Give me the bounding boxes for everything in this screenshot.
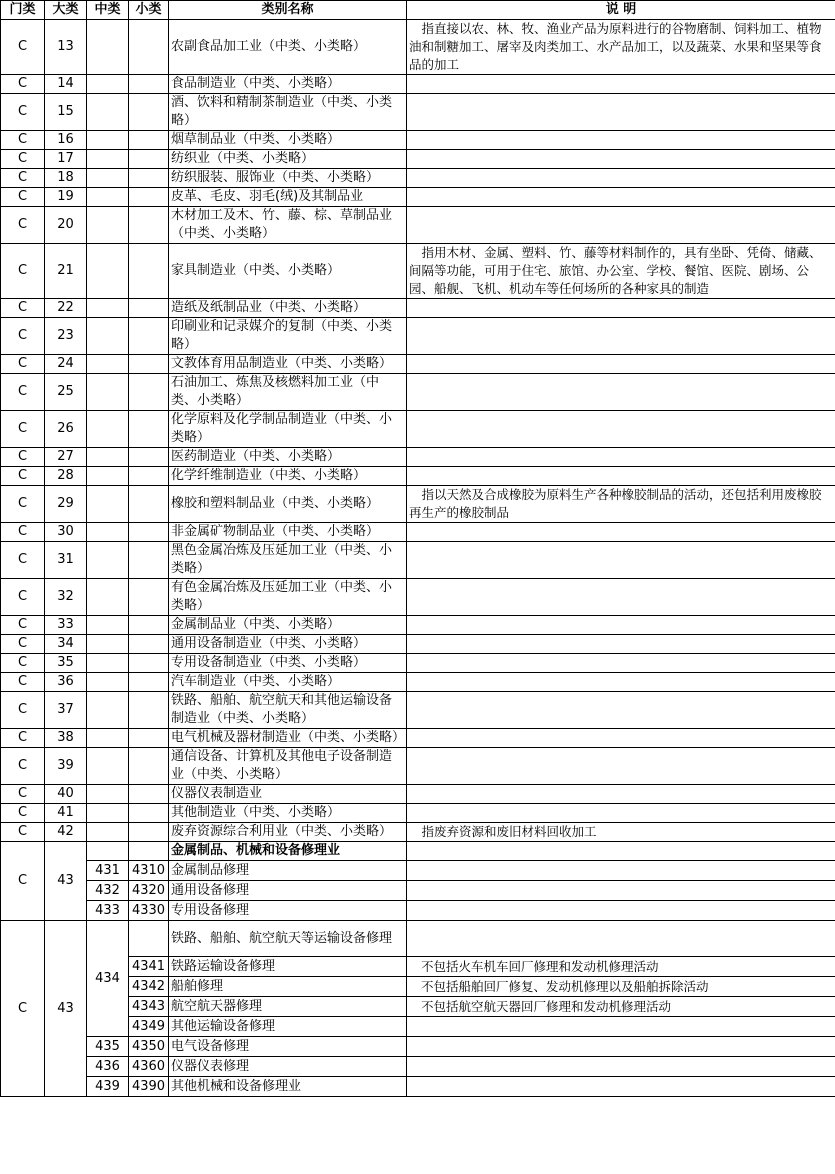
cell-zhong: 431 [87,861,129,881]
cell-xiao [129,318,169,355]
cell-name: 其他制造业（中类、小类略） [169,804,407,823]
cell-name: 酒、饮料和精制茶制造业（中类、小类略） [169,94,407,131]
table-row [1,374,835,411]
cell-zhong: 434 [87,921,129,1037]
cell-name: 食品制造业（中类、小类略） [169,75,407,94]
cell-zhong: 436 [87,1057,129,1077]
cell-desc [407,188,835,207]
cell-xiao [129,374,169,411]
cell-name: 铁路、船舶、航空航天等运输设备修理 [169,921,407,957]
table-row [1,318,835,355]
header-name: 类别名称 [169,1,407,20]
cell-xiao [129,299,169,318]
cell-desc [407,374,835,411]
cell-da: 39 [45,748,87,785]
cell-zhong [87,616,129,635]
cell-name: 纺织业（中类、小类略） [169,150,407,169]
table-row [1,673,835,692]
cell-da: 24 [45,355,87,374]
cell-da: 20 [45,207,87,244]
cell-xiao [129,635,169,654]
cell-name: 皮革、毛皮、羽毛(绒)及其制品业 [169,188,407,207]
cell-name: 烟草制品业（中类、小类略） [169,131,407,150]
cell-zhong [87,131,129,150]
cell-men: C [1,299,45,318]
cell-name: 金属制品修理 [169,861,407,881]
cell-xiao [129,542,169,579]
cell-desc [407,467,835,486]
cell-da: 13 [45,20,87,75]
cell-da: 38 [45,729,87,748]
cell-xiao: 4330 [129,901,169,921]
cell-desc: 不包括航空航天器回厂修理和发动机修理活动 [407,997,835,1017]
cell-da: 22 [45,299,87,318]
cell-name: 通信设备、计算机及其他电子设备制造业（中类、小类略） [169,748,407,785]
cell-zhong [87,635,129,654]
table-row [1,901,835,921]
cell-name: 印刷业和记录媒介的复制（中类、小类略） [169,318,407,355]
cell-xiao [129,188,169,207]
cell-name: 通用设备制造业（中类、小类略） [169,635,407,654]
cell-name: 黑色金属冶炼及压延加工业（中类、小类略） [169,542,407,579]
cell-zhong [87,673,129,692]
header-da: 大类 [45,1,87,20]
table-row [1,692,835,729]
cell-xiao [129,523,169,542]
cell-desc: 指直接以农、林、牧、渔业产品为原料进行的谷物磨制、饲料加工、植物油和制糖加工、屠宰及肉类加工、水产品加工，以及蔬菜、水果和坚果等食品的加工 [407,20,835,75]
table-row [1,804,835,823]
cell-name: 化学纤维制造业（中类、小类略） [169,467,407,486]
cell-men: C [1,842,45,921]
cell-xiao: 4342 [129,977,169,997]
cell-name: 汽车制造业（中类、小类略） [169,673,407,692]
table-row [1,881,835,901]
cell-desc [407,635,835,654]
table-row [1,823,835,842]
cell-desc [407,785,835,804]
cell-xiao [129,411,169,448]
cell-zhong: 435 [87,1037,129,1057]
cell-xiao: 4360 [129,1057,169,1077]
cell-desc [407,616,835,635]
cell-da: 37 [45,692,87,729]
cell-men: C [1,374,45,411]
cell-xiao: 4390 [129,1077,169,1097]
table-row [1,94,835,131]
cell-zhong [87,467,129,486]
cell-men: C [1,692,45,729]
table-row [1,635,835,654]
cell-name: 仪器仪表制造业 [169,785,407,804]
cell-men: C [1,654,45,673]
cell-men: C [1,75,45,94]
cell-xiao: 4343 [129,997,169,1017]
cell-da: 36 [45,673,87,692]
cell-desc [407,207,835,244]
cell-name: 农副食品加工业（中类、小类略） [169,20,407,75]
cell-xiao [129,654,169,673]
cell-zhong [87,169,129,188]
cell-name: 废弃资源综合利用业（中类、小类略） [169,823,407,842]
cell-xiao: 4349 [129,1017,169,1037]
cell-xiao [129,486,169,523]
cell-xiao: 4310 [129,861,169,881]
cell-name: 文教体育用品制造业（中类、小类略） [169,355,407,374]
header-row [1,1,835,20]
cell-men: C [1,318,45,355]
cell-xiao [129,804,169,823]
cell-desc: 指以天然及合成橡胶为原料生产各种橡胶制品的活动，还包括利用废橡胶再生产的橡胶制品 [407,486,835,523]
cell-name: 化学原料及化学制品制造业（中类、小类略） [169,411,407,448]
cell-xiao [129,692,169,729]
cell-xiao [129,673,169,692]
cell-zhong [87,692,129,729]
table-row [1,207,835,244]
cell-zhong [87,448,129,467]
cell-da: 29 [45,486,87,523]
cell-men: C [1,207,45,244]
table-row [1,1037,835,1057]
cell-name: 医药制造业（中类、小类略） [169,448,407,467]
cell-da: 35 [45,654,87,673]
table-row [1,448,835,467]
cell-desc [407,150,835,169]
table-row [1,616,835,635]
cell-name: 铁路、船舶、航空航天和其他运输设备制造业（中类、小类略） [169,692,407,729]
cell-xiao [129,20,169,75]
cell-name: 专用设备制造业（中类、小类略） [169,654,407,673]
cell-men: C [1,823,45,842]
table-row [1,785,835,804]
table-row [1,729,835,748]
cell-men: C [1,355,45,374]
cell-name: 航空航天器修理 [169,997,407,1017]
table-row [1,150,835,169]
cell-men: C [1,131,45,150]
cell-men: C [1,94,45,131]
cell-desc [407,411,835,448]
cell-name: 其他运输设备修理 [169,1017,407,1037]
header-xiao: 小类 [129,1,169,20]
cell-desc [407,654,835,673]
cell-desc [407,299,835,318]
table-body [1,20,835,842]
cell-desc [407,579,835,616]
cell-da: 28 [45,467,87,486]
cell-zhong [87,542,129,579]
cell-zhong [87,579,129,616]
cell-da: 42 [45,823,87,842]
cell-men: C [1,244,45,299]
cell-da: 33 [45,616,87,635]
cell-men: C [1,616,45,635]
cell-men: C [1,150,45,169]
cell-desc [407,169,835,188]
cell-zhong: 432 [87,881,129,901]
cell-name: 电气机械及器材制造业（中类、小类略） [169,729,407,748]
cell-name: 橡胶和塑料制品业（中类、小类略） [169,486,407,523]
cell-zhong [87,804,129,823]
table-row [1,748,835,785]
cell-xiao [129,823,169,842]
cell-xiao [129,748,169,785]
cell-zhong [87,75,129,94]
cell-da: 40 [45,785,87,804]
cell-men: C [1,188,45,207]
cell-xiao [129,131,169,150]
cell-men: C [1,921,45,1097]
cell-desc [407,94,835,131]
cell-xiao [129,785,169,804]
cell-name: 金属制品业（中类、小类略） [169,616,407,635]
cell-desc [407,804,835,823]
cell-zhong [87,411,129,448]
cell-men: C [1,673,45,692]
cell-xiao [129,729,169,748]
table-row [1,579,835,616]
cell-name: 铁路运输设备修理 [169,957,407,977]
cell-desc [407,355,835,374]
cell-desc [407,692,835,729]
cell-da: 19 [45,188,87,207]
cell-zhong [87,188,129,207]
cell-zhong [87,654,129,673]
table-row [1,20,835,75]
cell-xiao [129,355,169,374]
cell-zhong [87,823,129,842]
cell-zhong [87,94,129,131]
cell-zhong [87,150,129,169]
cell-desc: 不包括火车机车回厂修理和发动机修理活动 [407,957,835,977]
cell-xiao [129,244,169,299]
cell-men: C [1,785,45,804]
cell-zhong [87,486,129,523]
cell-name: 非金属矿物制品业（中类、小类略） [169,523,407,542]
table-row [1,244,835,299]
cell-da: 41 [45,804,87,823]
cell-xiao [129,448,169,467]
table-row [1,411,835,448]
cell-xiao [129,94,169,131]
cell-xiao [129,467,169,486]
cell-name: 家具制造业（中类、小类略） [169,244,407,299]
group-43-a [1,842,835,921]
cell-zhong [87,207,129,244]
cell-zhong [87,785,129,804]
cell-men: C [1,486,45,523]
table-row [1,921,835,957]
cell-da: 30 [45,523,87,542]
cell-men: C [1,523,45,542]
cell-name: 通用设备修理 [169,881,407,901]
table-row [1,842,835,861]
cell-name: 专用设备修理 [169,901,407,921]
cell-men: C [1,635,45,654]
cell-name: 石油加工、炼焦及核燃料加工业（中类、小类略） [169,374,407,411]
table-row [1,523,835,542]
cell-desc [407,748,835,785]
cell-name: 仪器仪表修理 [169,1057,407,1077]
cell-zhong [87,244,129,299]
cell-desc [407,673,835,692]
cell-da: 27 [45,448,87,467]
cell-da: 26 [45,411,87,448]
cell-men: C [1,411,45,448]
header-men: 门类 [1,1,45,20]
cell-desc: 指用木材、金属、塑料、竹、藤等材料制作的，具有坐卧、凭倚、储藏、间隔等功能，可用于住宅、旅馆、办公室、学校、餐馆、医院、剧场、公园、船舰、飞机、机动车等任何场所的各种家具的制造 [407,244,835,299]
cell-desc: 不包括船舶回厂修复、发动机修理以及船舶拆除活动 [407,977,835,997]
table-row [1,188,835,207]
cell-name: 电气设备修理 [169,1037,407,1057]
cell-desc [407,448,835,467]
cell-men: C [1,542,45,579]
cell-name: 船舶修理 [169,977,407,997]
cell-zhong: 439 [87,1077,129,1097]
cell-desc [407,729,835,748]
cell-xiao [129,150,169,169]
cell-da: 43 [45,842,87,921]
cell-desc [407,318,835,355]
cell-da: 34 [45,635,87,654]
cell-da: 43 [45,921,87,1097]
table-row [1,355,835,374]
cell-da: 23 [45,318,87,355]
cell-name: 其他机械和设备修理业 [169,1077,407,1097]
cell-name: 有色金属冶炼及压延加工业（中类、小类略） [169,579,407,616]
table-row [1,542,835,579]
cell-xiao: 4350 [129,1037,169,1057]
group-43-b [1,921,835,1097]
cell-zhong [87,748,129,785]
table-row [1,1057,835,1077]
cell-men: C [1,448,45,467]
cell-da: 17 [45,150,87,169]
cell-men: C [1,169,45,188]
cell-zhong: 433 [87,901,129,921]
table-row [1,75,835,94]
table-row [1,299,835,318]
cell-xiao: 4320 [129,881,169,901]
cell-desc [407,542,835,579]
header-zhong: 中类 [87,1,129,20]
header-desc: 说 明 [407,1,835,20]
cell-zhong [87,355,129,374]
table-row [1,1077,835,1097]
cell-men: C [1,20,45,75]
cell-da: 32 [45,579,87,616]
table-row [1,654,835,673]
cell-da: 16 [45,131,87,150]
cell-men: C [1,748,45,785]
cell-xiao [129,579,169,616]
cell-da: 25 [45,374,87,411]
cell-xiao [129,207,169,244]
cell-zhong [87,299,129,318]
cell-desc [407,75,835,94]
table-row [1,486,835,523]
cell-desc: 指废弃资源和废旧材料回收加工 [407,823,835,842]
cell-name: 纺织服装、服饰业（中类、小类略） [169,169,407,188]
cell-zhong [87,523,129,542]
cell-men: C [1,729,45,748]
cell-xiao [129,75,169,94]
table-row [1,169,835,188]
cell-zhong [87,20,129,75]
cell-zhong [87,374,129,411]
cell-name: 金属制品、机械和设备修理业 [169,842,407,861]
cell-zhong [87,729,129,748]
table-row [1,861,835,881]
table-row [1,131,835,150]
cell-desc [407,523,835,542]
cell-da: 14 [45,75,87,94]
cell-desc [407,131,835,150]
cell-name: 木材加工及木、竹、藤、棕、草制品业（中类、小类略） [169,207,407,244]
cell-da: 21 [45,244,87,299]
cell-xiao [129,616,169,635]
cell-name: 造纸及纸制品业（中类、小类略） [169,299,407,318]
cell-xiao: 4341 [129,957,169,977]
cell-da: 31 [45,542,87,579]
cell-xiao [129,169,169,188]
cell-da: 15 [45,94,87,131]
cell-men: C [1,804,45,823]
table-row [1,467,835,486]
cell-da: 18 [45,169,87,188]
cell-zhong [87,318,129,355]
cell-men: C [1,579,45,616]
cell-men: C [1,467,45,486]
